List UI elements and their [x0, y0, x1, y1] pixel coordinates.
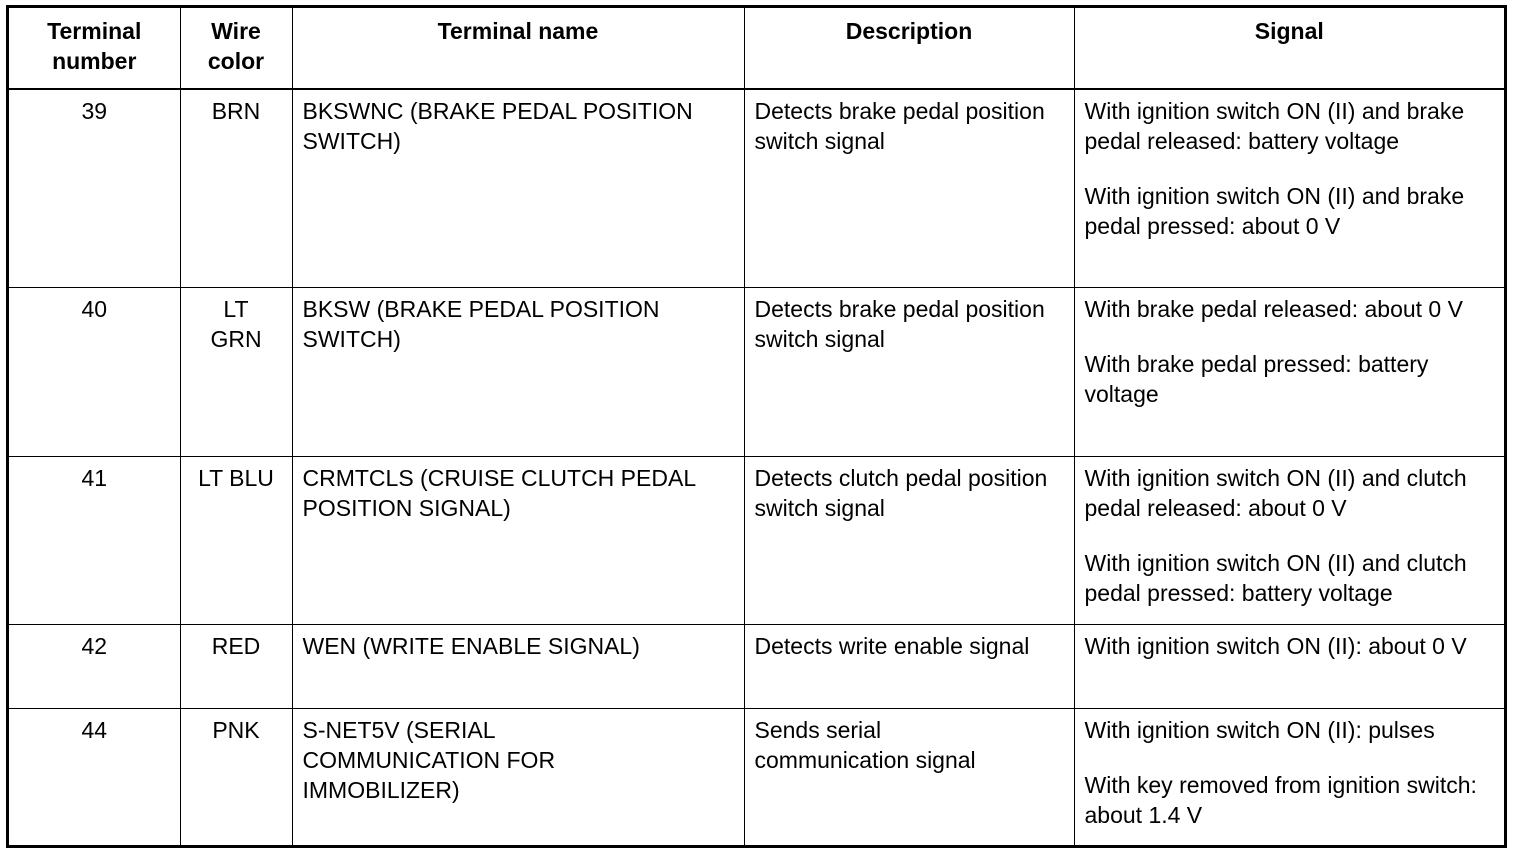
- terminal-name-cell: CRMTCLS (CRUISE CLUTCH PEDAL POSITION SIGNAL): [292, 456, 744, 624]
- signal-cell: [1074, 708, 1504, 845]
- wire-color-cell: PNK: [180, 708, 292, 845]
- description-cell: Detects clutch pedal position switch signal: [744, 456, 1074, 624]
- wire-color-cell: BRN: [180, 89, 292, 287]
- signal-cell: [1074, 287, 1504, 456]
- terminal-name-cell: WEN (WRITE ENABLE SIGNAL): [292, 624, 744, 708]
- signal-condition: With key removed from ignition switch: about 1.4 V: [1084, 771, 1477, 828]
- header-terminal-number: Terminal number: [9, 8, 180, 89]
- table-header-row: [9, 8, 1504, 89]
- signal-condition: With brake pedal released: about 0 V: [1084, 295, 1463, 322]
- header-terminal-name: Terminal name: [292, 8, 744, 89]
- description-cell: Detects brake pedal position switch signal: [744, 287, 1074, 456]
- table-row: [9, 287, 1504, 456]
- signal-condition: With ignition switch ON (II) and clutch pedal released: about 0 V: [1084, 464, 1467, 521]
- terminal-name-cell: BKSWNC (BRAKE PEDAL POSITION SWITCH): [292, 89, 744, 287]
- wire-color-cell: LT GRN: [180, 287, 292, 456]
- terminal-table-frame: [6, 5, 1507, 848]
- terminal-table: [9, 8, 1504, 845]
- signal-cell: [1074, 89, 1504, 287]
- signal-condition: With ignition switch ON (II) and clutch pedal pressed: battery voltage: [1084, 549, 1467, 606]
- terminal-number-cell: 44: [9, 708, 180, 845]
- table-row: [9, 456, 1504, 624]
- table-row: [9, 89, 1504, 287]
- terminal-number-cell: 42: [9, 624, 180, 708]
- signal-cell: [1074, 624, 1504, 708]
- signal-condition: With ignition switch ON (II) and brake pedal pressed: about 0 V: [1084, 183, 1465, 239]
- signal-condition: With ignition switch ON (II): pulses: [1084, 716, 1435, 743]
- signal-condition: With brake pedal pressed: battery voltage: [1084, 350, 1429, 407]
- description-cell: Sends serial communication signal: [744, 708, 1074, 845]
- table-row: [9, 708, 1504, 845]
- signal-condition: With ignition switch ON (II): about 0 V: [1084, 632, 1467, 659]
- header-signal: Signal: [1074, 8, 1504, 89]
- terminal-name-cell: S-NET5V (SERIAL COMMUNICATION FOR IMMOBILIZER): [292, 708, 744, 845]
- description-cell: Detects write enable signal: [744, 624, 1074, 708]
- terminal-number-cell: 41: [9, 456, 180, 624]
- terminal-number-cell: 39: [9, 89, 180, 287]
- description-cell: Detects brake pedal position switch signal: [744, 89, 1074, 287]
- header-wire-color: Wire color: [180, 8, 292, 89]
- terminal-name-cell: BKSW (BRAKE PEDAL POSITION SWITCH): [292, 287, 744, 456]
- header-description: Description: [744, 8, 1074, 89]
- table-row: [9, 624, 1504, 708]
- wire-color-cell: LT BLU: [180, 456, 292, 624]
- signal-cell: [1074, 456, 1504, 624]
- signal-condition: With ignition switch ON (II) and brake pedal released: battery voltage: [1084, 98, 1465, 154]
- terminal-number-cell: 40: [9, 287, 180, 456]
- wire-color-cell: RED: [180, 624, 292, 708]
